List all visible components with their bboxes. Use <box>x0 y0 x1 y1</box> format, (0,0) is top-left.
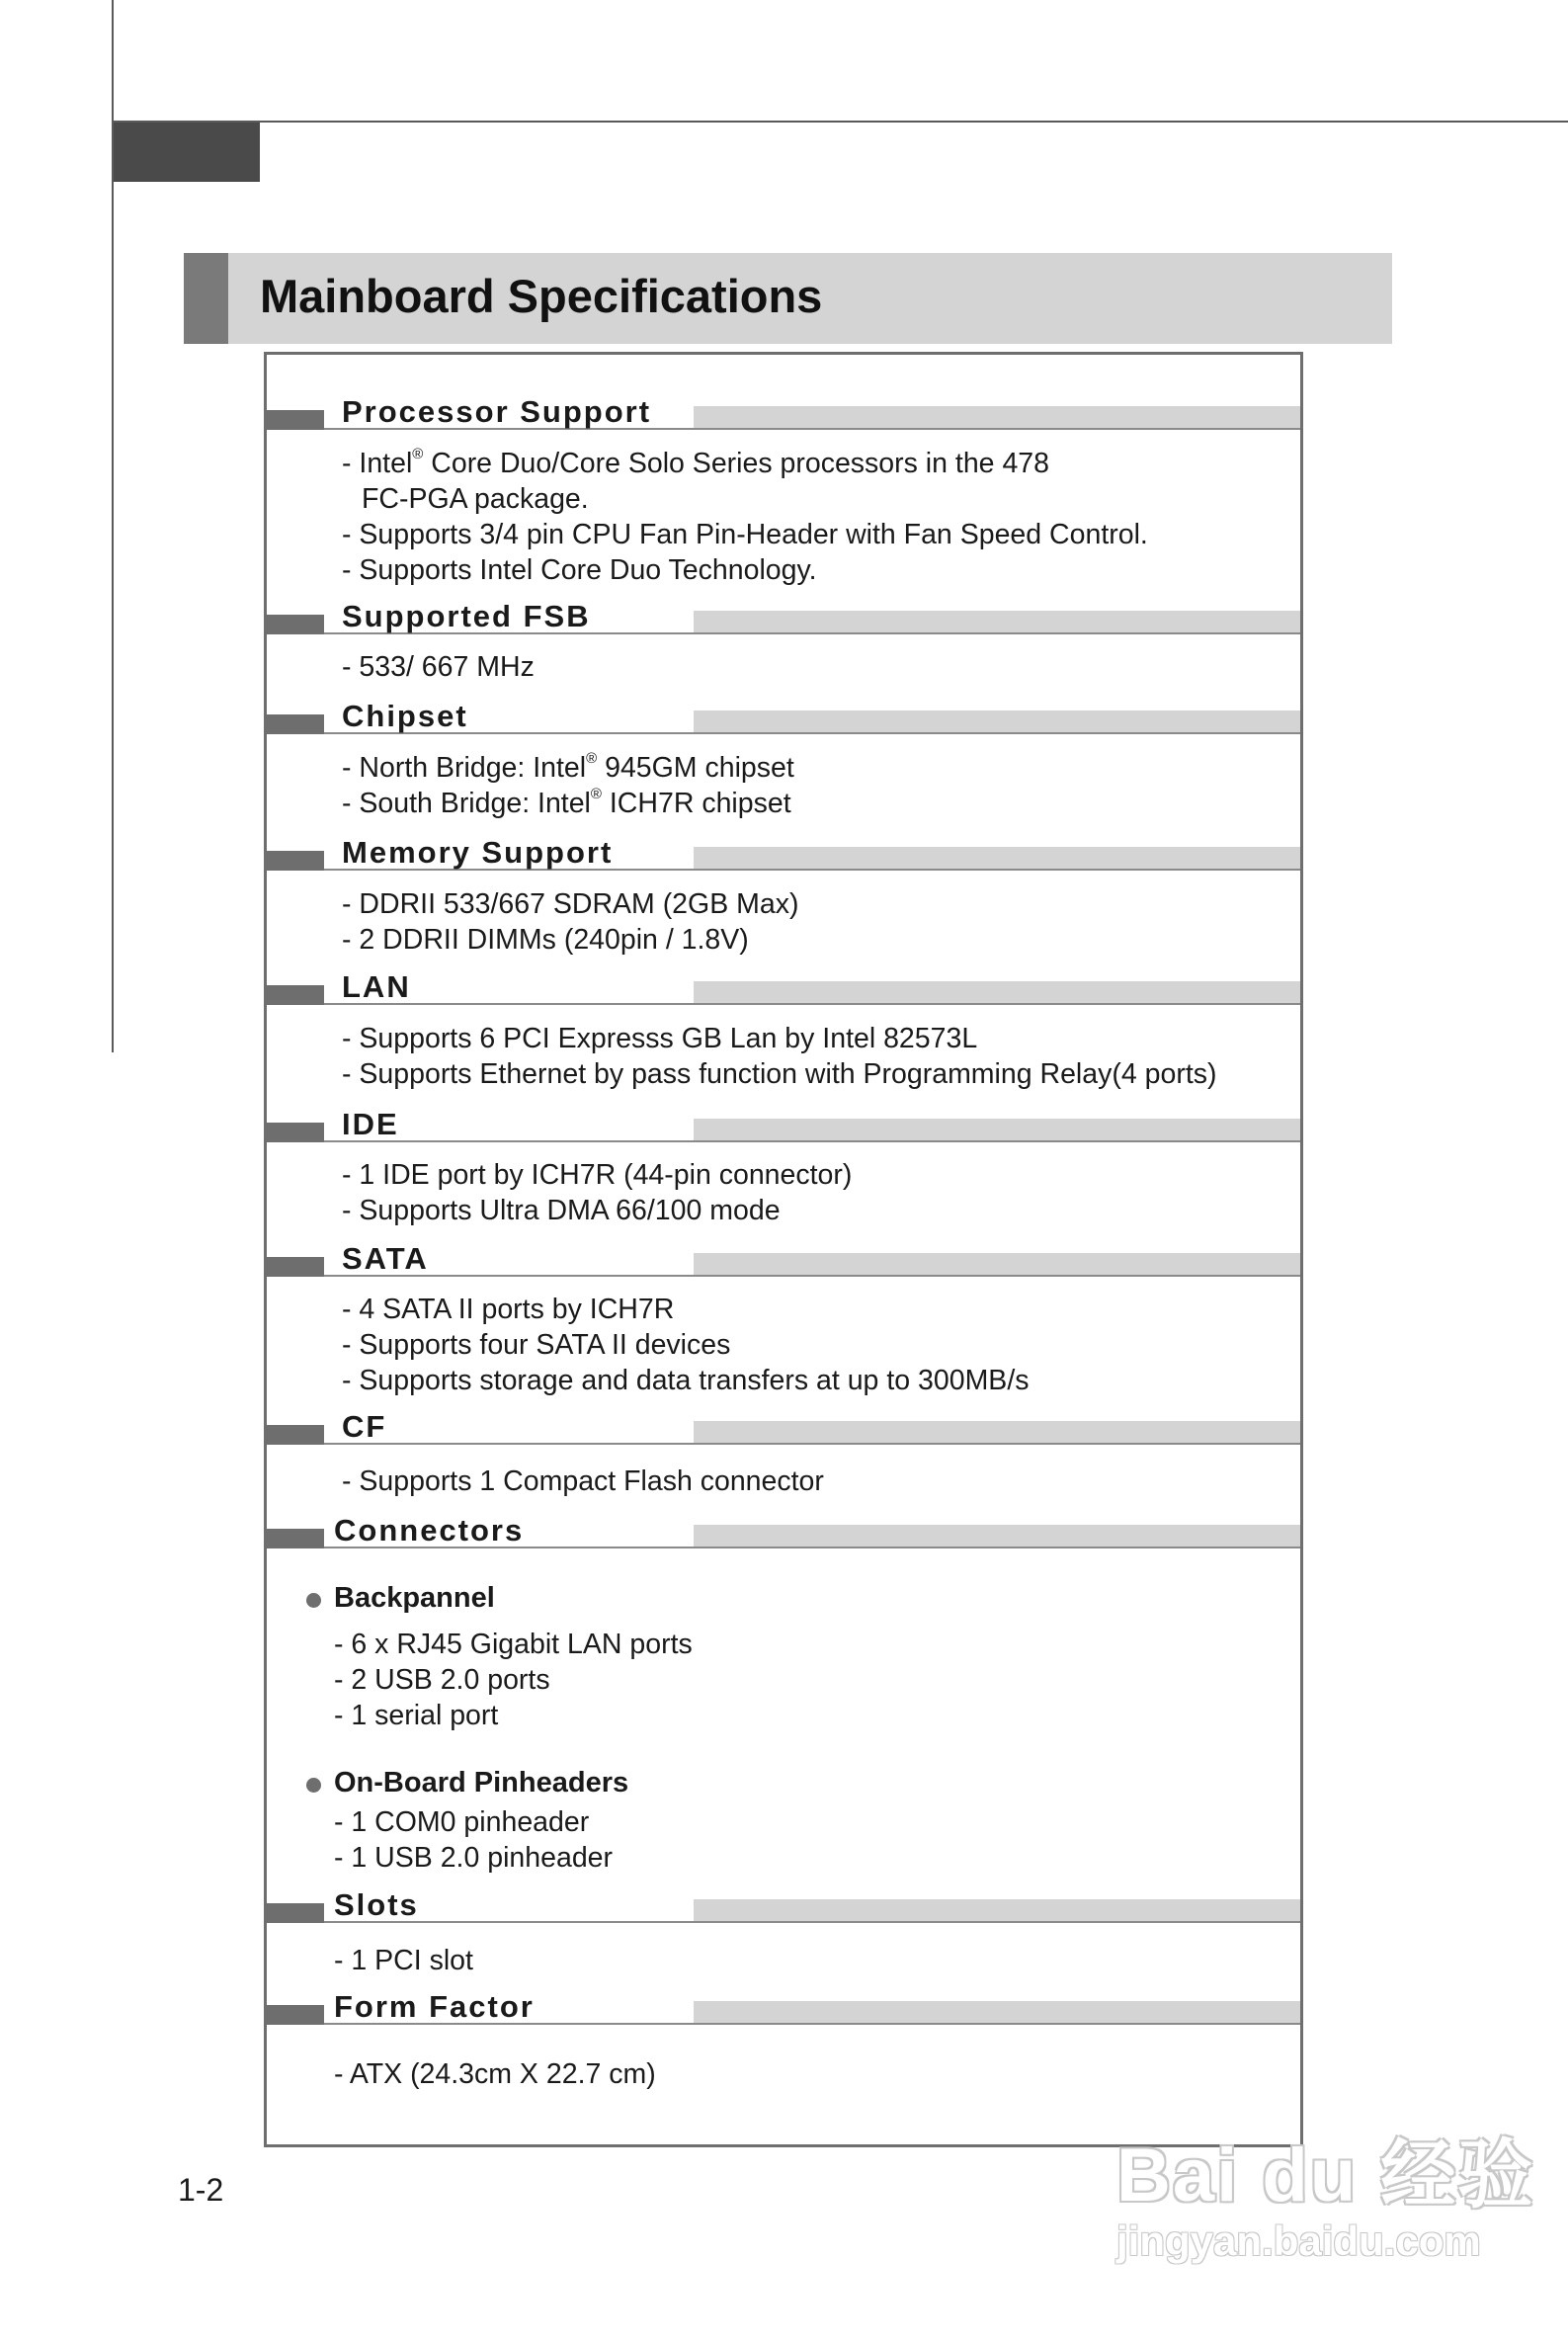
spec-line: - 1 PCI slot <box>334 1945 473 1976</box>
section-title-processor: Processor Support <box>342 394 652 429</box>
section-body-form-factor <box>334 2056 656 2092</box>
spec-line: - 1 COM0 pinheader <box>334 1806 590 1838</box>
spec-line: - Supports Ethernet by pass function with Programming Relay(4 ports) <box>342 1058 1217 1090</box>
page-number: 1-2 <box>178 2172 224 2208</box>
spec-line: FC-PGA package. <box>362 483 589 515</box>
watermark-url: jingyan.baidu.com <box>1116 2217 1481 2264</box>
spec-line: - 1 USB 2.0 pinheader <box>334 1842 614 1874</box>
watermark-logo: Bai du 经验 <box>1116 2133 1535 2217</box>
section-header-memory <box>267 835 1300 878</box>
spec-line: - Supports four SATA II devices <box>342 1329 731 1361</box>
spec-line: - DDRII 533/667 SDRAM (2GB Max) <box>342 888 799 920</box>
registered-mark: ® <box>586 750 598 767</box>
page-title: Mainboard Specifications <box>260 270 823 322</box>
section-body-chipset <box>342 750 794 821</box>
section-title-ide: IDE <box>342 1107 399 1141</box>
subsection-title-pinheaders: On-Board Pinheaders <box>334 1767 629 1798</box>
bullet-icon <box>306 1593 321 1608</box>
section-title-lan: LAN <box>342 969 411 1004</box>
section-title-memory: Memory Support <box>342 835 614 870</box>
spec-line: - 2 USB 2.0 ports <box>334 1664 550 1696</box>
spec-line: - Supports storage and data transfers at up to 300MB/s <box>342 1365 1030 1396</box>
section-body-memory <box>342 886 798 958</box>
spec-line: - Supports Intel Core Duo Technology. <box>342 554 817 586</box>
section-body-ide <box>342 1157 852 1228</box>
spec-text: Core Duo/Core Solo Series processors in the 478 <box>423 448 1049 479</box>
section-header-ide <box>267 1107 1300 1150</box>
spec-line: - ATX (24.3cm X 22.7 cm) <box>334 2058 656 2090</box>
spec-line: - 533/ 667 MHz <box>342 651 535 683</box>
subsection-body-pinheaders <box>334 1804 613 1876</box>
spec-text: - Intel <box>342 448 413 479</box>
bullet-icon <box>306 1778 321 1793</box>
title-accent <box>184 253 228 344</box>
header-tab <box>114 123 260 182</box>
section-body-lan <box>342 1021 1216 1092</box>
section-header-connectors <box>267 1513 1300 1556</box>
section-title-sata: SATA <box>342 1241 429 1276</box>
watermark <box>1116 2115 1535 2293</box>
section-header-sata <box>267 1241 1300 1285</box>
section-body-slots <box>334 1943 473 1978</box>
spec-line: - 1 serial port <box>334 1700 499 1731</box>
registered-mark: ® <box>590 786 602 802</box>
section-title-form-factor: Form Factor <box>334 1989 535 2024</box>
section-header-chipset <box>267 699 1300 742</box>
registered-mark: ® <box>412 446 424 462</box>
section-body-cf <box>342 1464 824 1499</box>
section-body-sata <box>342 1292 1029 1398</box>
spec-line: - South Bridge: Intel® ICH7R chipset <box>342 786 791 819</box>
section-header-cf <box>267 1409 1300 1453</box>
subsection-title-backpanel: Backpannel <box>334 1582 495 1614</box>
spec-line: - Supports 6 PCI Expresss GB Lan by Intel 82573L <box>342 1023 978 1054</box>
section-title-chipset: Chipset <box>342 699 468 733</box>
header-rule <box>112 121 1568 123</box>
section-body-processor <box>342 446 1148 588</box>
spec-line: - 6 x RJ45 Gigabit LAN ports <box>334 1629 693 1660</box>
title-bar <box>184 253 1392 344</box>
section-header-lan <box>267 969 1300 1013</box>
section-header-fsb <box>267 599 1300 642</box>
section-header-form-factor <box>267 1989 1300 2033</box>
spec-line: - Supports 3/4 pin CPU Fan Pin-Header with Fan Speed Control. <box>342 519 1148 550</box>
spec-line: - 4 SATA II ports by ICH7R <box>342 1294 675 1325</box>
spec-line: - 2 DDRII DIMMs (240pin / 1.8V) <box>342 924 749 956</box>
section-title-slots: Slots <box>334 1887 419 1922</box>
spec-line: - North Bridge: Intel® 945GM chipset <box>342 750 794 784</box>
section-header-processor <box>267 394 1300 438</box>
spec-line: - Supports 1 Compact Flash connector <box>342 1465 824 1497</box>
section-title-cf: CF <box>342 1409 387 1444</box>
spec-line: - 1 IDE port by ICH7R (44-pin connector) <box>342 1159 853 1191</box>
section-header-slots <box>267 1887 1300 1931</box>
section-body-fsb <box>342 649 535 685</box>
section-title-connectors: Connectors <box>334 1513 525 1547</box>
subsection-body-backpanel <box>334 1627 693 1733</box>
spec-line: - Supports Ultra DMA 66/100 mode <box>342 1195 781 1226</box>
spec-box <box>264 352 1303 2147</box>
section-title-fsb: Supported FSB <box>342 599 591 633</box>
